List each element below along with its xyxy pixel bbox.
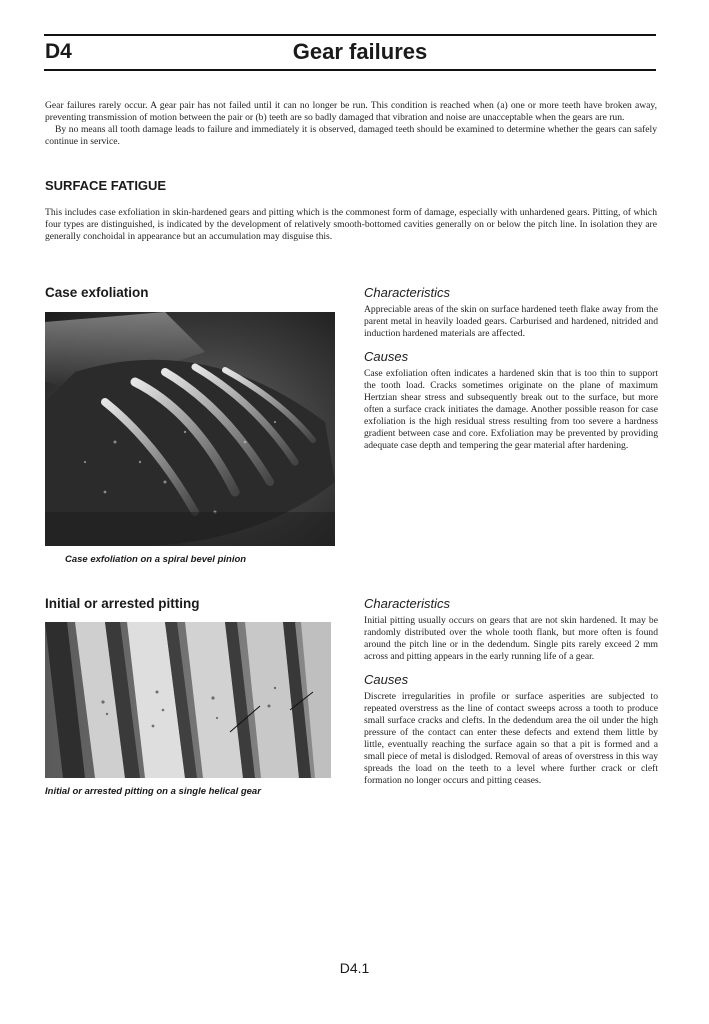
header-rule-bottom [44, 69, 656, 71]
initial-pitting-causes-heading: Causes [364, 672, 409, 687]
initial-pitting-photo [45, 622, 331, 778]
case-exfoliation-photo [45, 312, 335, 546]
initial-pitting-characteristics-text: Initial pitting usually occurs on gears that are not skin hardened. It may be randomly distributed over the whole tooth flank, but more often is found around the pitch line or in the dedendum. Single pits rarely exceed 2 mm across and pitting appears in the early running life of a gear. [364, 615, 658, 662]
intro-paragraph-2: By no means all tooth damage leads to failure and immediately it is observed, damaged teeth should be examined to determine whether the gears can safely continue in service. [45, 124, 657, 147]
section-code: D4 [45, 40, 72, 63]
case-exfoliation-causes-text: Case exfoliation often indicates a hardened skin that is too thin to support the tooth load. Cracks sometimes originate on the plane of maximum Hertzian shear stress and subsequently break out to the surface, but more often a surface crack initiates the damage. Another possible reason for case exfoliation is the high residual stress resulting from too severe a hardness gradient between case and core. Exfoliation may be prevented by providing adequate case depth and tempering the gear material after hardening. [364, 368, 658, 451]
page-number: D4.1 [339, 960, 370, 976]
case-exfoliation-characteristics-heading: Characteristics [364, 285, 450, 300]
initial-pitting-heading: Initial or arrested pitting [45, 596, 200, 611]
case-exfoliation-heading: Case exfoliation [45, 285, 149, 300]
intro-paragraph-1: Gear failures rarely occur. A gear pair has not failed until it can no longer be run. This condition is reached when (a) one or more teeth have broken away, preventing transmission of motion between the pair or (b) teeth are so badly damaged that vibration and noise are unacceptable when the gears are run. [45, 100, 657, 123]
header-rule-top [44, 34, 656, 36]
initial-pitting-characteristics-heading: Characteristics [364, 596, 450, 611]
case-exfoliation-details [364, 285, 658, 452]
surface-fatigue-heading: SURFACE FATIGUE [45, 178, 167, 193]
initial-pitting-details [364, 596, 658, 787]
initial-pitting-causes-text: Discrete irregularities in profile or surface asperities are subjected to repeated overstress as the line of contact sweeps across a tooth to produce small surface cracks and clefts. In the dedendum area the oil under the high pressure of the contact can enter these defects and extend them little by little, eventually reaching the surface again so that a pit is formed and a small piece of metal is dislodged. Removal of areas of overstress in this way spreads the load on the teeth to a level where further crack or cleft formation no longer occurs and pitting ceases. [364, 691, 658, 786]
intro-section [45, 100, 657, 148]
surface-fatigue-text: This includes case exfoliation in skin-hardened gears and pitting which is the commonest form of damage, especially with unhardened gears. Pitting, of which four types are distinguished, is indicated by the development of relatively smooth-bottomed cavities generally on or below the pitch line. In isolation they are generally conchoidal in appearance but an accumulation may disguise this. [45, 207, 657, 242]
case-exfoliation-caption: Case exfoliation on a spiral bevel pinion [65, 554, 247, 565]
case-exfoliation-causes-heading: Causes [364, 349, 409, 364]
page-title: Gear failures [292, 39, 428, 64]
initial-pitting-caption: Initial or arrested pitting on a single helical gear [45, 786, 261, 797]
case-exfoliation-characteristics-text: Appreciable areas of the skin on surface hardened teeth flake away from the parent metal in heavily loaded gears. Carburised and hardened, nitrided and induction hardened materials are affected. [364, 304, 658, 339]
